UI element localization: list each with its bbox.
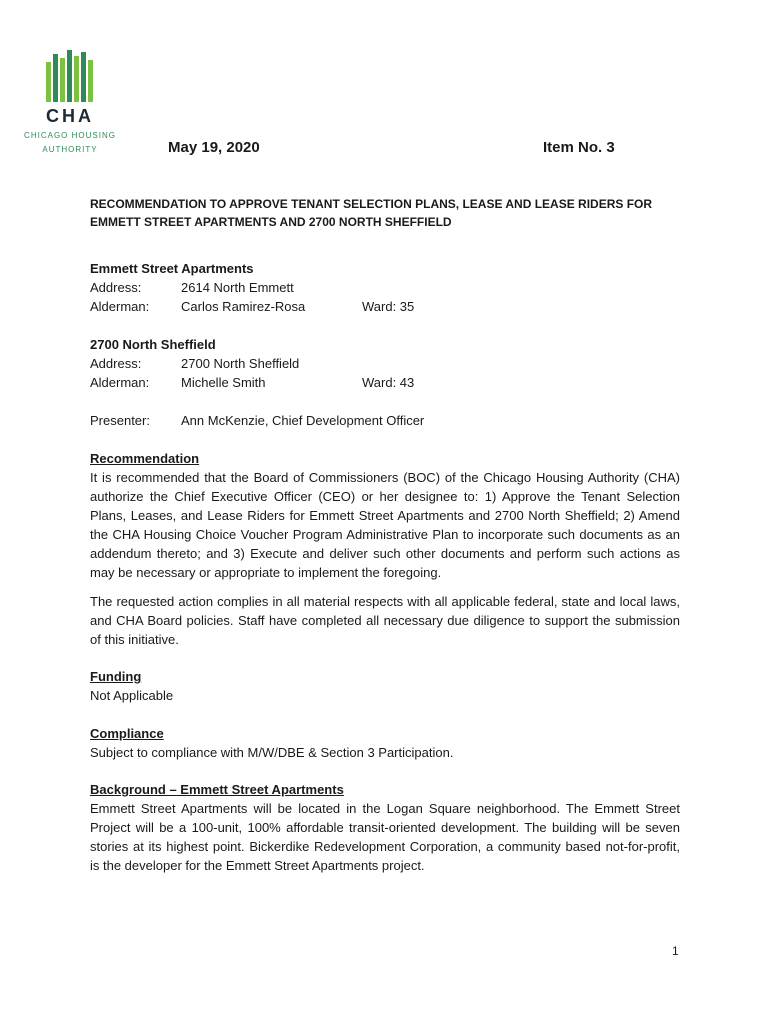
logo-org-line1: CHICAGO HOUSING bbox=[24, 131, 116, 140]
compliance-statement-paragraph: The requested action complies in all material respects with all applicable federal, state and local laws, and CHA Board policies. Staff have completed all necessary due diligence to support the submission of this initiative. bbox=[90, 594, 680, 647]
recommendation-heading: Recommendation bbox=[90, 451, 200, 466]
property-name: Emmett Street Apartments bbox=[90, 261, 254, 276]
ward-value: Ward: 35 bbox=[362, 299, 415, 314]
ward-value: Ward: 43 bbox=[362, 375, 415, 390]
alderman-value: Michelle Smith bbox=[181, 375, 266, 390]
presenter-label: Presenter: bbox=[90, 413, 150, 428]
funding-heading: Funding bbox=[90, 669, 142, 684]
background-paragraph: Emmett Street Apartments will be located in the Logan Square neighborhood. The Emmett Street Project will be a 100-unit, 100% affordable transit-oriented development. The building will be seven stories at its highest point. Bickerdike Redevelopment Corporation, a community based not-for-profit, is the developer for the Emmett Street Apartments project. bbox=[90, 801, 680, 873]
document-title: RECOMMENDATION TO APPROVE TENANT SELECTION PLANS, LEASE AND LEASE RIDERS FOR EMMETT STREET APARTMENTS AND 2700 NORTH SHEFFIELD bbox=[90, 197, 653, 229]
meeting-date: May 19, 2020 bbox=[168, 139, 260, 156]
alderman-value: Carlos Ramirez-Rosa bbox=[181, 299, 306, 314]
item-number: Item No. 3 bbox=[543, 139, 615, 156]
alderman-label: Alderman: bbox=[90, 299, 150, 314]
compliance-text: Subject to compliance with M/W/DBE & Section 3 Participation. bbox=[90, 745, 454, 760]
compliance-heading: Compliance bbox=[90, 726, 164, 741]
address-value: 2700 North Sheffield bbox=[181, 356, 300, 371]
alderman-label: Alderman: bbox=[90, 375, 150, 390]
presenter-value: Ann McKenzie, Chief Development Officer bbox=[181, 413, 425, 428]
logo-org-line2: AUTHORITY bbox=[42, 145, 98, 154]
address-value: 2614 North Emmett bbox=[181, 280, 294, 295]
address-label: Address: bbox=[90, 356, 142, 371]
funding-text: Not Applicable bbox=[90, 688, 174, 703]
page-number: 1 bbox=[672, 944, 679, 958]
background-heading: Background – Emmett Street Apartments bbox=[90, 782, 344, 797]
logo-brand: CHA bbox=[46, 106, 94, 126]
address-label: Address: bbox=[90, 280, 142, 295]
property-name: 2700 North Sheffield bbox=[90, 337, 216, 352]
logo-text bbox=[20, 106, 120, 155]
recommendation-paragraph: It is recommended that the Board of Commissioners (BOC) of the Chicago Housing Authority (CHA) authorize the Chief Executive Officer (CEO) or her designee to: 1) Approve the Tenant Selection Plans, Leases, and Lease Riders for Emmett Street Apartments and 2700 North Sheffield; 2) Amend the CHA Housing Choice Voucher Program Administrative Plan to incorporate such documents as an addendum thereto; and 3) Execute and deliver such other documents and perform such actions as may be necessary or appropriate to implement the foregoing. bbox=[90, 470, 680, 580]
